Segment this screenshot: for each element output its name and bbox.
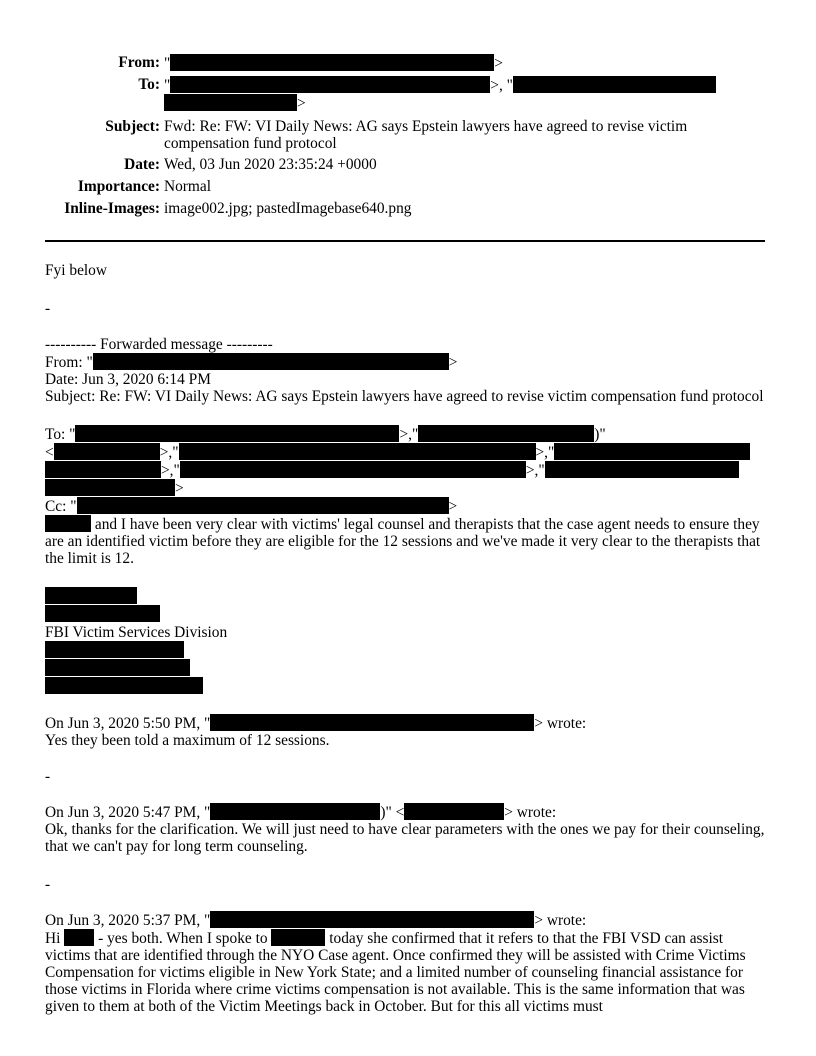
forwarded-header: ---------- Forwarded message --------- — [45, 336, 273, 353]
date-value: Wed, 03 Jun 2020 23:35:24 +0000 — [164, 156, 377, 173]
redaction — [45, 659, 190, 676]
redaction — [54, 443, 160, 460]
redaction — [545, 461, 739, 478]
importance-label: Importance: — [77, 178, 160, 195]
redaction — [170, 54, 494, 71]
redaction — [45, 461, 161, 478]
fwd-from-line: From: " > — [45, 354, 458, 371]
inline-images-label: Inline-Images: — [64, 200, 160, 217]
from-label: From: — [118, 54, 160, 71]
redaction — [45, 515, 91, 532]
fwd-date-line: Date: Jun 3, 2020 6:14 PM — [45, 371, 211, 388]
redaction — [170, 76, 490, 93]
redaction — [64, 929, 94, 946]
inline-images-value: image002.jpg; pastedImagebase640.png — [164, 200, 412, 217]
redaction — [210, 803, 380, 820]
redaction — [418, 425, 594, 442]
subject-label: Subject: — [105, 118, 160, 135]
quote-message-1: Yes they been told a maximum of 12 sessions. — [45, 732, 330, 749]
from-value: " > — [164, 55, 503, 72]
quote-message-3: Hi - yes both. When I spoke to today she confirmed that it refers to that the FBI VSD can assist victims that are identified through the NYO Case agent. Once confirmed they will be assisted with Crime Victims Compensation for victims eligible in New York State; and a limited number of counseling financial assistance for those victims in Florida where crime victims compensation is not available. This is the same information that was given to them at both of the Victim Meetings back in October. But for this all victims must — [45, 930, 746, 1015]
redaction — [45, 479, 175, 496]
redaction — [179, 443, 536, 460]
fwd-to-line: To: " >," )" — [45, 426, 606, 443]
dash-separator: - — [45, 768, 51, 785]
fwd-to-line-2: < >," >," — [45, 443, 750, 461]
redaction — [271, 929, 325, 946]
redaction — [45, 641, 184, 658]
redaction — [93, 353, 449, 370]
redaction — [180, 461, 526, 478]
subject-value: Fwd: Re: FW: VI Daily News: AG says Epstein lawyers have agreed to revise victim compensation fund protocol — [164, 118, 688, 152]
fwd-to-line-4: > — [45, 479, 184, 497]
quote-message-2: Ok, thanks for the clarification. We will just need to have clear parameters with the ones we pay for their counseling, that we can't pay for long term counseling. — [45, 821, 765, 855]
redaction — [513, 76, 716, 93]
redaction — [77, 497, 449, 514]
redaction — [554, 443, 750, 460]
redaction — [45, 605, 160, 622]
redaction — [210, 911, 534, 928]
dash-separator: - — [45, 876, 51, 893]
redaction — [164, 94, 297, 111]
message-para-1: and I have been very clear with victims' legal counsel and therapists that the case agent needs to ensure they are an identified victim before they are eligible for the 12 sessions and we've made it very clear to the therapists that the limit is 12. — [45, 516, 761, 567]
importance-value: Normal — [164, 178, 212, 195]
redaction — [45, 587, 137, 604]
quote-header-2: On Jun 3, 2020 5:47 PM, " )" < > wrote: — [45, 804, 557, 821]
quote-header-1: On Jun 3, 2020 5:50 PM, " > wrote: — [45, 715, 587, 732]
header-divider — [45, 240, 765, 242]
redaction — [404, 803, 504, 820]
date-label: Date: — [124, 156, 160, 173]
fwd-cc-line: Cc: " > — [45, 498, 458, 515]
fyi-text: Fyi below — [45, 262, 107, 279]
redaction — [45, 677, 203, 694]
email-printout: From: " > To: " >, " > Subject: Fwd: Re: FW: VI Daily News: AG says Epstein lawyers have agreed to revise victim compensation fund protocol Date: Wed, 03 Jun 2020 23:35:24 +0000 Importance: Normal Inline-Images: image002.jpg; pastedImagebase640.png Fyi below - ---------- Forwarded message --------- From: " > Date: Jun 3, 2020 6:14 PM Subject: Re: FW: VI Daily News: AG says Epstein lawyers have agreed to revise victim compensation fund protocol To: " >," )" < >," >," >," >," > Cc: " > and I have been very clear with victims' legal counsel and therapists that the case agent needs to ensure they are an identified victim before they are eligible for the 12 sessions and we've made it very clear to the therapists that the limit is 12. FBI Victim Services Division On Jun 3, 2020 5:50 PM, " > wrote: Yes they been told a maximum of 12 sessions. - On Jun 3, 2020 5:47 PM, " )" < > wrote: Ok, thanks for the clarification. We will just need to have clear parameters with the ones we pay for their counseling, that we can't pay for long term counseling. - On Jun 3, 2020 5:37 PM, " > wrote: Hi - yes both. When I spoke to today she confirmed that it refers to that the FBI VSD can assist victims that are identified through the NYO Case agent. Once confirmed they will be assisted with Crime Victims Compensation for victims eligible in New York State; and a limited number of counseling financial assistance for those victims in Florida where crime victims compensation is not available. This is the same information that was given to them at both of the Victim Meetings back in October. But for this all victims must — [45, 54, 765, 1015]
quote-header-3: On Jun 3, 2020 5:37 PM, " > wrote: — [45, 912, 587, 929]
redaction — [75, 425, 399, 442]
to-label: To: — [138, 76, 160, 93]
fwd-subject-line: Subject: Re: FW: VI Daily News: AG says Epstein lawyers have agreed to revise victim compensation fund protocol — [45, 388, 764, 405]
signature-division: FBI Victim Services Division — [45, 624, 228, 641]
redaction — [210, 714, 534, 731]
fwd-to-line-3: >," >," — [45, 461, 739, 479]
to-value: " >, " — [164, 76, 764, 94]
dash-separator: - — [45, 300, 51, 317]
